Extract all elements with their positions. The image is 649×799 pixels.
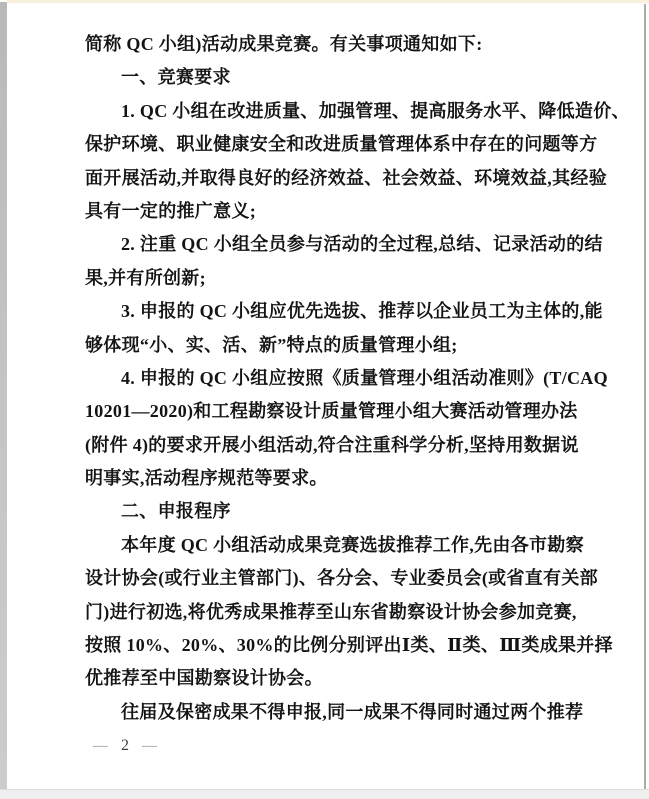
- text-line: 设计协会(或行业主管部门)、各分会、专业委员会(或省直有关部: [85, 568, 598, 589]
- text-line: 优推荐至中国勘察设计协会。: [85, 668, 323, 689]
- text-line: 明事实,活动程序规范等要求。: [85, 468, 328, 489]
- text-line: 4. 申报的 QC 小组应按照《质量管理小组活动准则》(T/CAQ: [121, 367, 608, 388]
- text-line: 保护环境、职业健康安全和改进质量管理体系中存在的问题等方: [85, 134, 598, 155]
- text-line: 2. 注重 QC 小组全员参与活动的全过程,总结、记录活动的结: [121, 234, 603, 255]
- text-line: 按照 10%、20%、30%的比例分别评出Ⅰ类、Ⅱ类、Ⅲ类成果并择: [85, 635, 613, 656]
- text-line: 简称 QC 小组)活动成果竞赛。有关事项通知如下:: [85, 34, 483, 54]
- document-body: [85, 28, 630, 729]
- text-line: (附件 4)的要求开展小组活动,符合注重科学分析,坚持用数据说: [85, 434, 579, 455]
- text-line: 门)进行初选,将优秀成果推荐至山东省勘察设计协会参加竞赛,: [85, 601, 577, 622]
- text-line: 往届及保密成果不得申报,同一成果不得同时通过两个推荐: [121, 701, 584, 722]
- page-number-dash-left: —: [93, 738, 109, 754]
- text-line: 够体现“小、实、活、新”特点的质量管理小组;: [85, 334, 458, 355]
- text-line: 本年度 QC 小组活动成果竞赛选拔推荐工作,先由各市勘察: [121, 534, 584, 555]
- text-line: 10201—2020)和工程勘察设计质量管理小组大赛活动管理办法: [85, 401, 578, 422]
- text-line: 具有一定的推广意义;: [85, 200, 256, 221]
- scan-right-edge: [644, 4, 646, 789]
- text-line: 面开展活动,并取得良好的经济效益、社会效益、环境效益,其经验: [85, 167, 607, 188]
- text-line: 3. 申报的 QC 小组应优先选拔、推荐以企业员工为主体的,能: [121, 301, 603, 322]
- scan-bottom-edge: [0, 789, 649, 799]
- page-number: [93, 736, 158, 756]
- page-number-value: 2: [121, 737, 130, 754]
- section-heading: 二、申报程序: [121, 501, 231, 522]
- page-number-dash-right: —: [142, 738, 158, 754]
- scan-left-edge: [0, 2, 7, 789]
- text-line: 果,并有所创新;: [85, 267, 206, 288]
- section-heading: 一、竞赛要求: [121, 67, 231, 88]
- text-line: 1. QC 小组在改进质量、加强管理、提高服务水平、降低造价、: [121, 100, 630, 121]
- scan-top-edge: [7, 0, 649, 3]
